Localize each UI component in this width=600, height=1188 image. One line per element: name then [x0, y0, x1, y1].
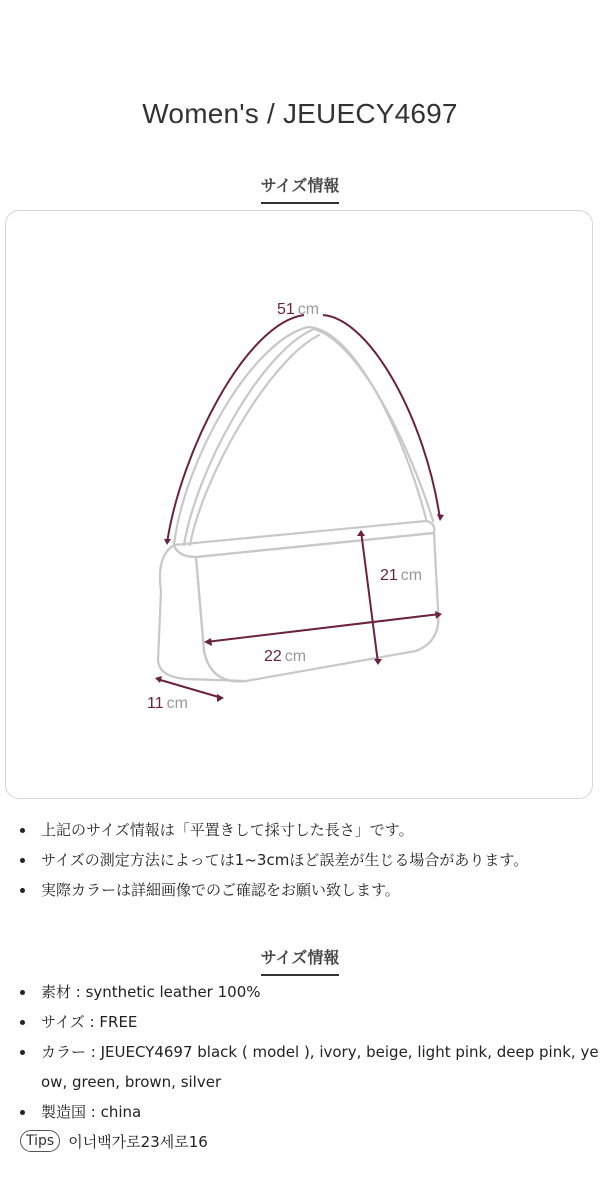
- color-item-continued: [0, 1067, 600, 1097]
- size-notes-list: [0, 815, 528, 905]
- tips-text: 이너백가로23세로16: [68, 1132, 208, 1151]
- height-label: 21 cm: [380, 567, 423, 584]
- size-item: サイズ : FREE: [0, 1007, 600, 1037]
- material-item: 素材 : synthetic leather 100%: [0, 977, 600, 1007]
- size-note: 上記のサイズ情報は「平置きして採寸した長さ」です。: [0, 815, 528, 845]
- product-details-list: [0, 977, 600, 1127]
- size-note: 実際カラーは詳細画像でのご確認をお願い致します。: [0, 875, 528, 905]
- details-heading-label: サイズ情報: [261, 945, 340, 976]
- color-line-2: ow, green, brown, silver: [41, 1073, 222, 1091]
- tips-row: [20, 1130, 208, 1152]
- size-note: サイズの測定方法によっては1~3cmほど誤差が生じる場合があります。: [0, 845, 528, 875]
- height-dimension-line: [361, 531, 378, 663]
- dimension-lines: [157, 315, 440, 698]
- origin-item: 製造国 : china: [0, 1097, 600, 1127]
- size-info-heading: [0, 173, 600, 204]
- bag-size-diagram: [6, 211, 594, 800]
- width-dimension-line: [206, 614, 440, 642]
- size-info-heading-label: サイズ情報: [261, 173, 340, 204]
- details-heading: [0, 945, 600, 976]
- color-line-1: カラー : JEUECY4697 black ( model ), ivory, beige, light pink, deep pink, ye: [41, 1043, 599, 1061]
- strap-length-label: 51 cm: [277, 301, 320, 318]
- tips-badge: Tips: [20, 1130, 60, 1152]
- color-item: [0, 1037, 600, 1067]
- page-title: Women's / JEUECY4697: [142, 98, 458, 129]
- width-label: 22 cm: [264, 648, 307, 665]
- depth-label: 11 cm: [147, 695, 188, 712]
- size-diagram-panel: [5, 210, 593, 799]
- bag-outline: [158, 327, 439, 681]
